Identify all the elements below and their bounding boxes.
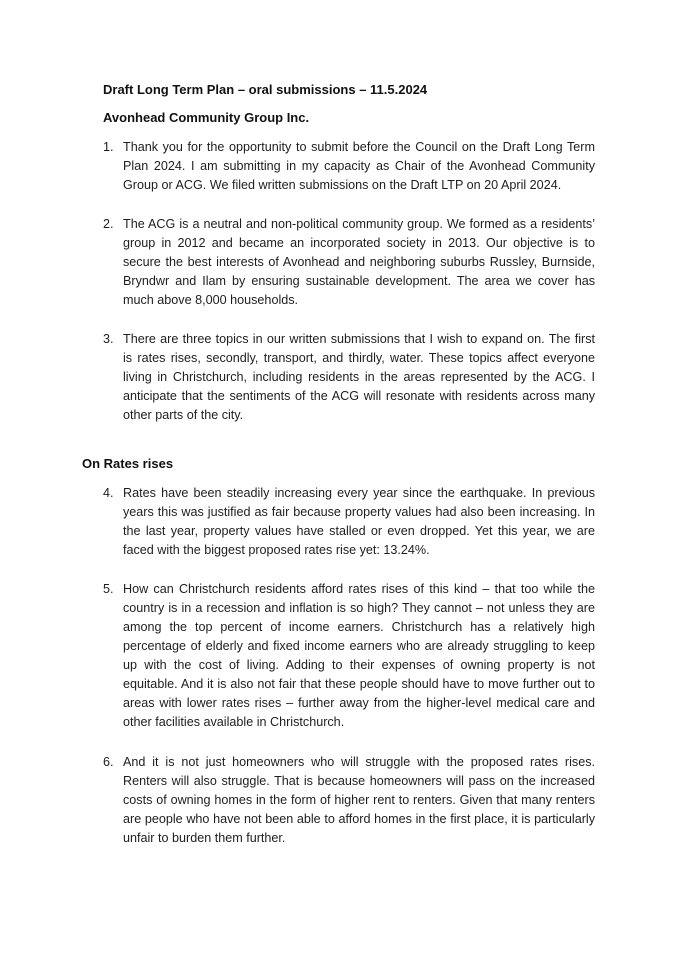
- list-item-text: There are three topics in our written submissions that I wish to expand on. The first is rates rises, secondly, transport, and thirdly, water. These topics affect everyone living in Christchurch, including residents in the areas represented by the ACG. I anticipate that the sentiments of the ACG will resonate with residents across many other parts of the city.: [123, 332, 595, 422]
- list-item: [103, 138, 595, 195]
- list-item: [103, 330, 595, 425]
- list-item-text: The ACG is a neutral and non-political community group. We formed as a residents’ group in 2012 and became an incorporated society in 2013. Our objective is to secure the best interests of Avonhead and neighboring suburbs Russley, Burnside, Bryndwr and Ilam by ensuring sustainable development. The area we cover has much above 8,000 households.: [123, 217, 595, 307]
- list-item-text: How can Christchurch residents afford rates rises of this kind – that too while the country is in a recession and inflation is so high? They cannot – not unless they are among the top percent of income earners. Christchurch has a relatively high percentage of elderly and fixed income earners who are already struggling to keep up with the cost of living. Adding to their expenses of owning property is not equitable. And it is also not fair that these people should have to move further out to areas with lower rates rises – further away from the higher-level medical care and other facilities available in Christchurch.: [123, 582, 595, 729]
- list-item-number: 6.: [103, 755, 114, 769]
- section-heading: On Rates rises: [82, 456, 174, 471]
- list-item-number: 4.: [103, 486, 114, 500]
- list-item-number: 5.: [103, 582, 114, 596]
- list-item-number: 1.: [103, 140, 114, 154]
- document-title: Draft Long Term Plan – oral submissions – 11.5.2024: [103, 82, 428, 97]
- organization-name: Avonhead Community Group Inc.: [103, 110, 310, 125]
- list-item-number: 3.: [103, 332, 114, 346]
- list-item: [103, 580, 595, 732]
- list-item-text: And it is not just homeowners who will struggle with the proposed rates rises. Renters will also struggle. That is because homeowners will pass on the increased costs of owning homes in the form of higher rent to renters. Given that many renters are people who have not been able to afford homes in the first place, it is particularly unfair to burden them further.: [123, 755, 595, 845]
- list-item-number: 2.: [103, 217, 114, 231]
- list-item-text: Thank you for the opportunity to submit before the Council on the Draft Long Term Plan 2024. I am submitting in my capacity as Chair of the Avonhead Community Group or ACG. We filed written submissions on the Draft LTP on 20 April 2024.: [123, 140, 595, 192]
- list-item: [103, 484, 595, 560]
- list-item: [103, 215, 595, 310]
- list-item-text: Rates have been steadily increasing every year since the earthquake. In previous years this was justified as fair because property values had also been increasing. In the last year, property values have stalled or even dropped. Yet this year, we are faced with the biggest proposed rates rise yet: 13.24%.: [123, 486, 595, 557]
- list-item: [103, 753, 595, 848]
